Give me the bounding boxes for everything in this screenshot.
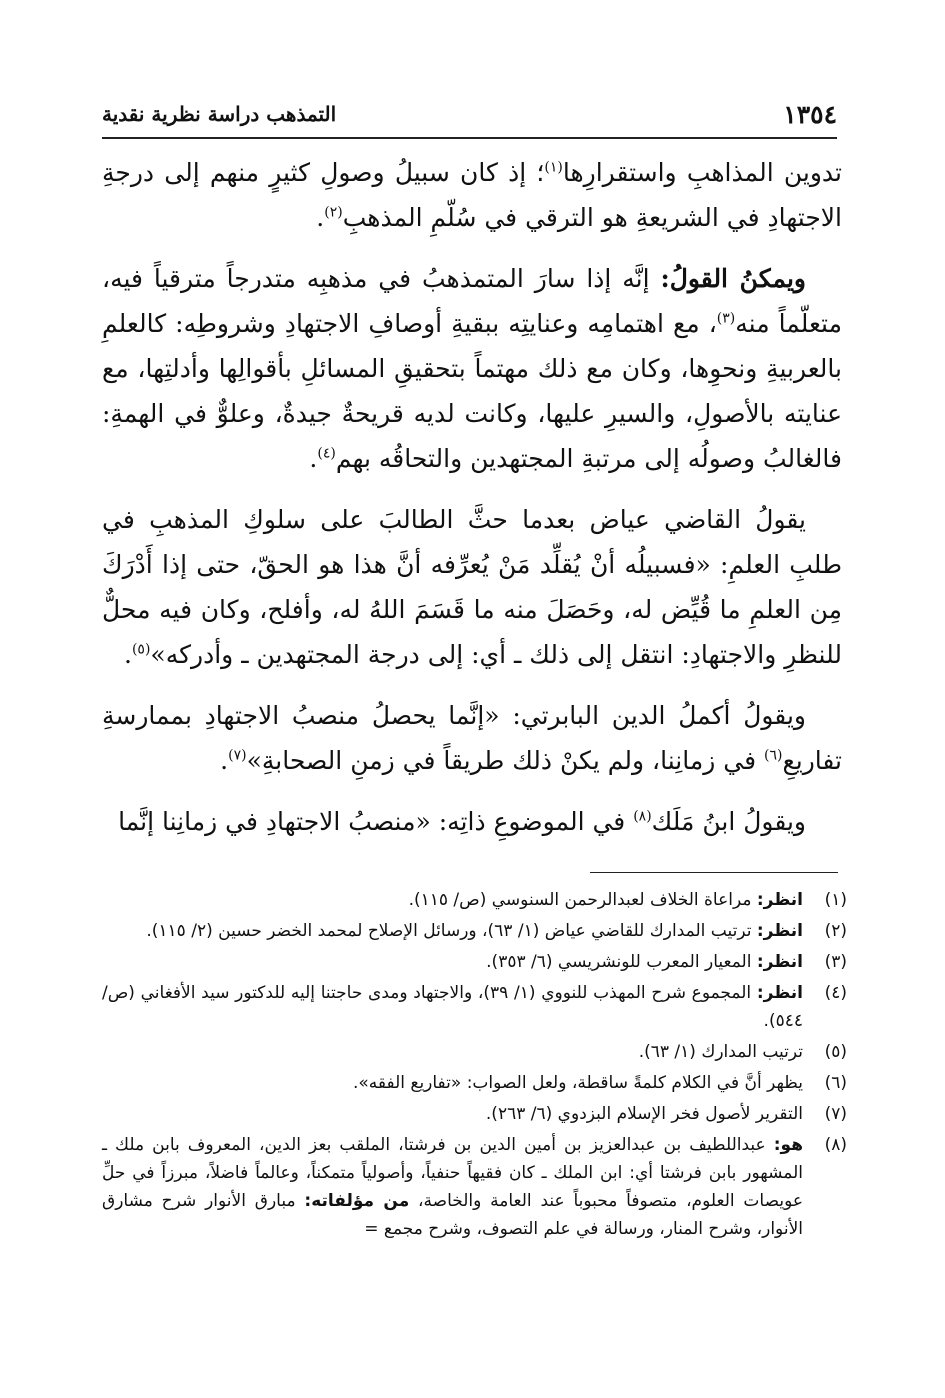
text-run: ؛ إذ كان سبيلُ وصولِ كثيرٍ منهم إلى درجةِ الاجتهادِ في الشريعةِ هو الترقي في سُلّمِ المذهبِ <box>102 158 842 232</box>
footnote-body: عبداللطيف بن عبدالعزيز بن أمين الدين بن فرشتا، الملقب بعز الدين، المعروف بابن ملك ـ المشهور بابن فرشتا أي: ابن الملك ـ كان فقيهاً حنفياً، وأصولياً متمكناً، وعالماً فاضلاً، مبرزاً في حلِّ عويصات العلوم، متصوفاً محبوباً عند العامة والخاصة، <box>102 1135 803 1211</box>
footnote-5 <box>102 1038 847 1066</box>
main-text <box>102 150 842 860</box>
footnote-text <box>102 886 803 914</box>
footnote-number: (٥) <box>824 1042 847 1062</box>
footnote-separator <box>590 872 838 873</box>
footnote-text <box>102 1069 803 1097</box>
page-number: ١٣٥٤ <box>783 100 837 129</box>
footnote-ref-1[interactable]: (١) <box>544 159 563 176</box>
footnote-text <box>102 948 803 976</box>
footnote-6 <box>102 1069 847 1097</box>
text-run: . <box>124 640 132 669</box>
footnote-lead: من مؤلفاته: <box>304 1191 410 1211</box>
footnote-ref-3[interactable]: (٣) <box>716 310 736 327</box>
footnote-body: ترتيب المدارك (١/ ٦٣). <box>638 1042 803 1062</box>
footnote-text <box>102 1100 803 1128</box>
footnote-lead: انظر: <box>756 952 803 972</box>
running-title: التمذهب دراسة نظرية نقدية <box>102 102 337 126</box>
footnote-text <box>102 1131 803 1243</box>
footnote-number: (٨) <box>824 1135 847 1155</box>
footnote-body: التقرير لأصول فخر الإسلام البزدوي (٦/ ٢٦٣). <box>485 1104 803 1124</box>
footnote-number: (٢) <box>824 921 847 941</box>
paragraph-2 <box>102 256 842 481</box>
footnote-ref-8[interactable]: (٨) <box>633 808 652 825</box>
paragraph-4 <box>102 693 842 783</box>
footnote-ref-5[interactable]: (٥) <box>131 641 151 658</box>
footnote-lead: انظر: <box>756 890 803 910</box>
footnote-lead: انظر: <box>756 983 804 1003</box>
footnote-body: مبارق الأنوار شرح مشارق الأنوار، وشرح المنار، ورسالة في علم التصوف، وشرح مجمع = <box>102 1191 803 1239</box>
paragraph-3 <box>102 497 842 677</box>
footnote-3 <box>102 948 847 976</box>
text-run: يقولُ القاضي عياض بعدما حثَّ الطالبَ على سلوكِ المذهبِ في طلبِ العلمِ: «فسبيلُه أنْ يُقلِّد مَنْ يُعرِّفه أنَّ هذا هو الحقّ، حتى إذا أَدْرَكَ مِن العلمِ ما قُيِّض له، وحَصَلَ منه ما قَسَمَ اللهُ له، وأفلح، وكان فيه محلٌّ للنظرِ والاجتهادِ: انتقل إلى ذلك ـ أي: إلى درجة المجتهدين ـ وأدركه» <box>102 505 842 669</box>
footnote-number: (٦) <box>824 1073 847 1093</box>
footnote-2 <box>102 917 847 945</box>
footnotes <box>102 886 847 1246</box>
paragraph-1 <box>102 150 842 240</box>
footnote-1 <box>102 886 847 914</box>
footnote-number: (٧) <box>824 1104 847 1124</box>
footnote-body: المجموع شرح المهذب للنووي (١/ ٣٩)، والاجتهاد ومدى حاجتنا إليه للدكتور سيد الأفغاني (ص/ ٥٤٤). <box>102 983 803 1031</box>
footnote-number: (١) <box>824 890 847 910</box>
text-run: . <box>316 203 325 232</box>
text-run: في زمانِنا، ولم يكنْ ذلك طريقاً في زمنِ الصحابةِ» <box>246 746 764 775</box>
text-run: ، مع اهتمامِه وعنايتِه ببقيةِ أوصافِ الاجتهادِ وشروطِه: كالعلمِ بالعربيةِ ونحوِها، وكان مع ذلك مهتماً بتحقيقِ المسائلِ بأقوالِها وأدلتِها، مع عنايته بالأصولِ، والسيرِ عليها، وكانت لديه قريحةٌ جيدةٌ، وعلوٌّ في الهمةِ: فالغالبُ وصولُه إلى مرتبةِ المجتهدين والتحاقُه بهم <box>102 309 842 473</box>
lead-phrase: ويمكنُ القولُ: <box>660 264 806 293</box>
footnote-text <box>102 917 803 945</box>
footnote-body: المعيار المعرب للونشريسي (٦/ ٣٥٣). <box>486 952 757 972</box>
footnote-ref-6[interactable]: (٦) <box>763 747 783 764</box>
footnote-body: يظهر أنَّ في الكلام كلمةً ساقطة، ولعل الصواب: «تفاريع الفقه». <box>352 1073 803 1093</box>
header-rule <box>102 137 837 139</box>
footnote-8 <box>102 1131 847 1243</box>
footnote-body: ترتيب المدارك للقاضي عياض (١/ ٦٣)، ورسائل الإصلاح لمحمد الخضر حسين (٢/ ١١٥). <box>146 921 757 941</box>
footnote-lead: انظر: <box>756 921 803 941</box>
footnote-lead: هو: <box>773 1135 803 1155</box>
page-header <box>102 98 837 134</box>
text-run: . <box>220 746 229 775</box>
text-run: في الموضوعِ ذاتِه: «منصبُ الاجتهادِ في زمانِنا إنَّما <box>118 807 634 836</box>
footnote-number: (٣) <box>824 952 847 972</box>
text-run: ويقولُ ابنُ مَلَك <box>651 807 806 836</box>
footnote-text <box>102 1038 803 1066</box>
text-run: . <box>309 444 318 473</box>
footnote-body: مراعاة الخلاف لعبدالرحمن السنوسي (ص/ ١١٥). <box>408 890 757 910</box>
footnote-4 <box>102 979 847 1035</box>
footnote-number: (٤) <box>824 983 847 1003</box>
footnote-7 <box>102 1100 847 1128</box>
text-run: تدوين المذاهبِ واستقرارِها <box>562 158 842 187</box>
text-run: ويقولُ أكملُ الدين البابرتي: «إنَّما يحصلُ منصبُ الاجتهادِ بممارسةِ تفاريعِ <box>102 701 842 775</box>
text-run: إنَّه إذا سارَ المتمذهبُ في مذهبِه متدرجاً مترقياً فيه، متعلّماً منه <box>102 264 842 338</box>
footnote-ref-2[interactable]: (٢) <box>324 204 343 221</box>
paragraph-5 <box>102 799 842 844</box>
footnote-ref-4[interactable]: (٤) <box>317 445 336 462</box>
footnote-text <box>102 979 803 1035</box>
footnote-ref-7[interactable]: (٧) <box>228 747 247 764</box>
